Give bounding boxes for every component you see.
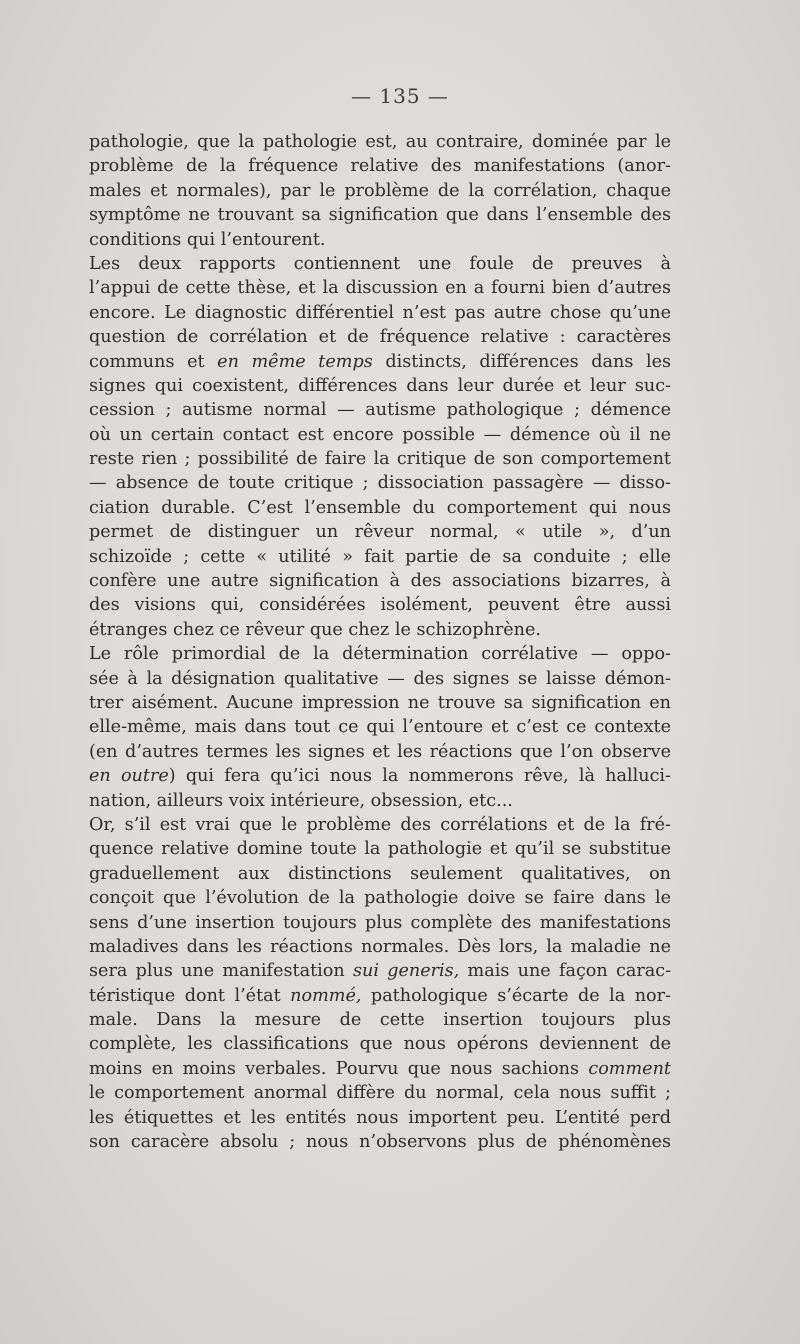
text-line: symptôme ne trouvant sa signification que dans l’ensemble des [89,205,671,226]
text-line: (en d’autres termes les signes et les réactions que l’on observe [89,741,671,762]
text-line: l’appui de cette thèse, et la discussion en a fourni bien d’autres [89,278,671,299]
text-line: question de corrélation et de fréquence relative : caractères [89,327,671,348]
text-line [89,764,671,788]
text-segment: moins en moins verbales. Pourvu que nous sachions [89,1058,589,1079]
text-segment: mais une façon carac- [459,961,672,982]
text-line: encore. Le diagnostic différentiel n’est pas autre chose qu’une [89,302,671,323]
text-line: les étiquettes et les entités nous importent peu. L’entité perd [89,1107,671,1128]
text-segment: distincts, différences dans les [372,351,672,372]
page-number: — 135 — [351,84,449,108]
text-line: cession ; autisme normal — autisme pathologique ; démence [89,400,671,421]
text-line: trer aisément. Aucune impression ne trouve sa signification en [89,692,671,713]
text-line: sée à la désignation qualitative — des signes se laisse démon- [89,668,671,689]
text-line: problème de la fréquence relative des manifestations (anor- [89,156,671,177]
text-line: reste rien ; possibilité de faire la critique de son comportement [89,449,671,470]
text-line [89,984,671,1008]
text-line: des visions qui, considérées isolément, peuvent être aussi [89,595,671,616]
text-line [89,959,671,983]
text-line [89,350,671,374]
text-line: complète, les classifications que nous opérons deviennent de [89,1034,671,1055]
text-line: étranges chez ce rêveur que chez le schizophrène. [89,619,541,640]
text-line: pathologie, que la pathologie est, au contraire, dominée par le [89,132,671,152]
italic-text: comment [588,1058,671,1079]
text-line: conçoit que l’évolution de la pathologie doive se faire dans le [89,888,671,909]
text-line: males et normales), par le problème de la corrélation, chaque [89,180,671,201]
text-line: Les deux rapports contiennent une foule de preuves à [89,253,671,274]
text-segment: communs et [89,351,218,372]
body-text [89,130,671,1154]
text-line: quence relative domine toute la pathologie et qu’il se substitue [89,839,671,860]
text-line: le comportement anormal diffère du normal, cela nous suffit ; [89,1083,671,1104]
italic-text: en outre [89,766,169,787]
text-line: permet de distinguer un rêveur normal, « utile », d’un [89,522,671,543]
text-line: conditions qui l’entourent. [89,229,326,250]
text-line: sens d’une insertion toujours plus complète des manifestations [89,912,671,933]
text-line: — absence de toute critique ; dissociation passagère — disso- [89,473,671,494]
text-line: où un certain contact est encore possible — démence où il ne [89,424,671,445]
text-segment: téristique dont l’état [89,985,291,1006]
text-line: schizoïde ; cette « utilité » fait partie de sa conduite ; elle [89,546,671,567]
italic-text: en même temps [217,351,373,372]
text-segment: ) qui fera qu’ici nous la nommerons rêve, là halluci- [168,766,671,787]
text-line: son caracère absolu ; nous n’observons plus de phénomènes [89,1132,671,1153]
text-line: ciation durable. C’est l’ensemble du comportement qui nous [89,497,671,518]
text-line: male. Dans la mesure de cette insertion toujours plus [89,1010,671,1031]
text-line [89,1057,671,1081]
text-line: nation, ailleurs voix intérieure, obsession, etc... [89,790,513,811]
italic-text: nommé, [290,985,362,1006]
text-line: Le rôle primordial de la détermination corrélative — oppo- [89,644,671,665]
text-line: confère une autre signification à des associations bizarres, à [89,571,671,592]
text-line: signes qui coexistent, différences dans leur durée et leur suc- [89,375,671,396]
text-segment: pathologique s’écarte de la nor- [361,985,671,1006]
text-line: graduellement aux distinctions seulement qualitatives, on [89,863,671,884]
text-line: Or, s’il est vrai que le problème des corrélations et de la fré- [89,814,671,835]
italic-text: sui generis, [352,961,460,982]
text-segment: sera plus une manifestation [89,961,353,982]
text-line: elle-même, mais dans tout ce qui l’entoure et c’est ce contexte [89,717,671,738]
text-line: maladives dans les réactions normales. Dès lors, la maladie ne [89,936,671,957]
